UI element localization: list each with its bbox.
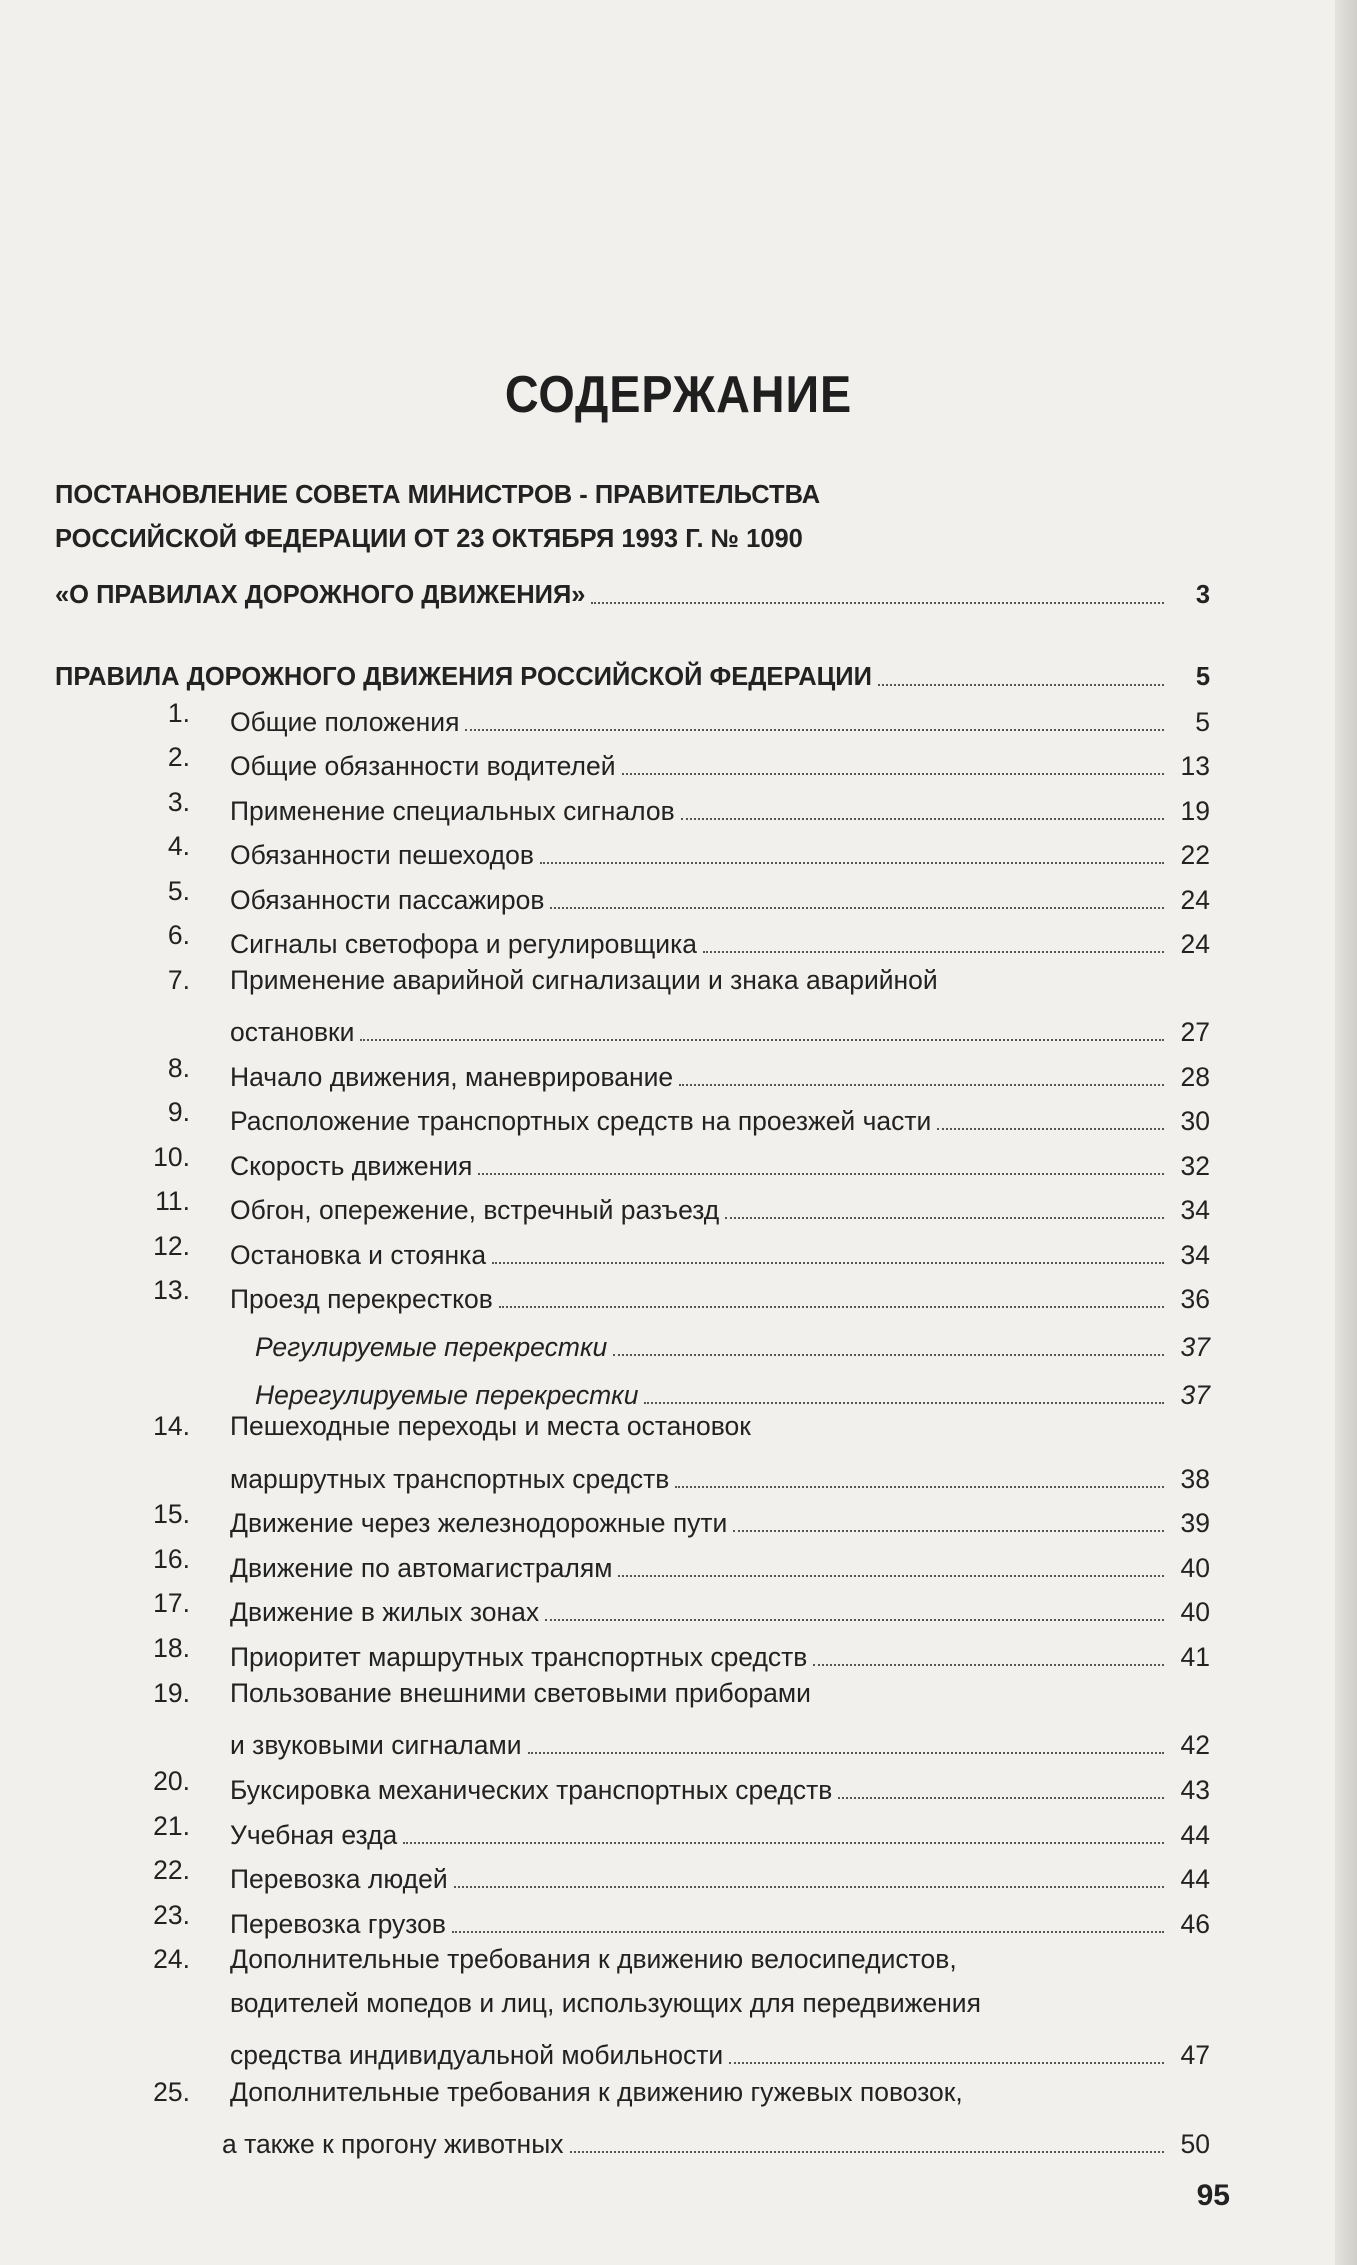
entry-title: Движение в жилых зонах [230, 1596, 540, 1627]
page-ref: 42 [1180, 1729, 1210, 1760]
page-ref: 40 [1180, 1552, 1210, 1583]
page-ref: 3 [1195, 580, 1210, 609]
entry-number: 5. [167, 876, 190, 906]
entry-title: Обгон, опережение, встречный разъезд [230, 1194, 720, 1225]
dot-leader [570, 2151, 1165, 2153]
page-ref: 40 [1180, 1596, 1210, 1627]
entry-title: Приоритет маршрутных транспортных средств [230, 1641, 808, 1672]
entry-number: 23. [153, 1900, 190, 1930]
dot-leader [729, 2062, 1164, 2064]
toc-entry[interactable] [230, 1763, 1210, 1803]
dot-leader [937, 1128, 1164, 1130]
dot-leader [550, 907, 1164, 909]
entry-title: Дополнительные требования к движению гужевых повозок, [230, 2077, 963, 2107]
dot-leader [725, 1217, 1164, 1219]
entry-title: Пешеходные переходы и места остановок [230, 1411, 751, 1441]
dot-leader [675, 1486, 1164, 1488]
entry-title: Учебная езда [230, 1819, 398, 1850]
toc-subentry[interactable] [255, 1368, 1210, 1408]
page-number: 95 [1196, 2179, 1230, 2212]
page-ref: 5 [1195, 662, 1210, 691]
dot-leader [540, 862, 1164, 864]
page-ref: 37 [1180, 1379, 1210, 1410]
dot-leader [618, 1575, 1164, 1577]
dot-leader [452, 1931, 1164, 1933]
toc-entry[interactable] [230, 1630, 1210, 1670]
dot-leader [838, 1797, 1164, 1799]
dot-leader [403, 1842, 1164, 1844]
page-ref: 27 [1180, 1016, 1210, 1047]
subentry-title: Регулируемые перекрестки [255, 1331, 608, 1362]
toc-subentry[interactable] [255, 1320, 1210, 1360]
toc-entry[interactable] [230, 695, 1210, 735]
dot-leader [644, 1402, 1164, 1404]
entry-title: Начало движения, маневрирование [230, 1061, 674, 1092]
page-ref: 44 [1180, 1863, 1210, 1894]
toc-entry[interactable] [230, 1808, 1210, 1848]
entry-title: Расположение транспортных средств на проезжей части [230, 1105, 932, 1136]
entry-title-continued: и звуковыми сигналами [230, 1729, 522, 1760]
entry-title: Буксировка механических транспортных средств [230, 1774, 833, 1805]
entry-number: 3. [167, 787, 190, 817]
entry-number: 6. [167, 920, 190, 950]
entry-number: 21. [153, 1811, 190, 1841]
toc-entry[interactable] [230, 1139, 1210, 1179]
toc-entry[interactable] [230, 1496, 1210, 1536]
dot-leader [478, 1173, 1164, 1175]
page-ref: 39 [1180, 1507, 1210, 1538]
toc-entry-rules[interactable] [55, 650, 1210, 690]
entry-number: 4. [167, 831, 190, 861]
dot-leader [360, 1039, 1164, 1041]
page-ref: 38 [1180, 1463, 1210, 1494]
toc-entry[interactable] [230, 739, 1210, 779]
dot-leader [681, 818, 1164, 820]
toc-entry-decree[interactable] [55, 568, 1210, 608]
entry-title: Сигналы светофора и регулировщика [230, 928, 698, 959]
entry-number: 12. [153, 1231, 190, 1261]
entry-number: 14. [153, 1411, 190, 1441]
page-ref: 28 [1180, 1061, 1210, 1092]
entry-number: 10. [153, 1142, 190, 1172]
entry-title: Дополнительные требования к движению велосипедистов, [230, 1944, 957, 1974]
entry-number: 7. [167, 965, 190, 995]
toc-entry[interactable] [230, 1183, 1210, 1223]
toc-entry[interactable] [230, 784, 1210, 824]
page-ref: 19 [1180, 795, 1210, 826]
dot-leader [528, 1752, 1164, 1754]
dot-leader [813, 1664, 1164, 1666]
toc-entry[interactable] [230, 1852, 1210, 1892]
page-ref: 24 [1180, 884, 1210, 915]
entry-title: Остановка и стоянка [230, 1239, 487, 1270]
page-ref: 34 [1180, 1239, 1210, 1270]
toc-entry[interactable] [230, 2028, 1210, 2068]
page-ref: 34 [1180, 1194, 1210, 1225]
toc-entry[interactable] [230, 1050, 1210, 1090]
dot-leader [591, 602, 1164, 604]
entry-number: 20. [153, 1766, 190, 1796]
entry-number: 17. [153, 1588, 190, 1618]
toc-entry[interactable] [230, 828, 1210, 868]
toc-entry[interactable] [230, 1718, 1210, 1758]
entry-number: 22. [153, 1855, 190, 1885]
entry-title: Движение по автомагистралям [230, 1552, 613, 1583]
toc-title: СОДЕРЖАНИЕ [504, 366, 853, 424]
dot-leader [492, 1262, 1164, 1264]
entry-number: 13. [153, 1275, 190, 1305]
entry-title-continued: средства индивидуальной мобильности [230, 2039, 724, 2070]
entry-title: Общие положения [230, 706, 460, 737]
entry-title: Общие обязанности водителей [230, 750, 616, 781]
page-ref: 22 [1180, 839, 1210, 870]
entry-number: 19. [153, 1678, 190, 1708]
page-ref: 47 [1180, 2039, 1210, 2070]
dot-leader [733, 1530, 1164, 1532]
page-ref: 41 [1180, 1641, 1210, 1672]
page-ref: 30 [1180, 1105, 1210, 1136]
entry-number: 1. [167, 698, 190, 728]
dot-leader [499, 1306, 1164, 1308]
entry-number: 15. [153, 1499, 190, 1529]
entry-number: 16. [153, 1544, 190, 1574]
dot-leader [613, 1354, 1164, 1356]
entry-title-continued: остановки [230, 1016, 355, 1047]
toc-entry[interactable] [230, 1272, 1210, 1312]
page-ref: 13 [1180, 750, 1210, 781]
entry-number: 25. [153, 2077, 190, 2107]
decree-heading-line-2: РОССИЙСКОЙ ФЕДЕРАЦИИ ОТ 23 ОКТЯБРЯ 1993 Г. № 1090 [55, 525, 803, 553]
page-ref: 44 [1180, 1819, 1210, 1850]
page-ref: 43 [1180, 1774, 1210, 1805]
decree-heading-line-1: ПОСТАНОВЛЕНИЕ СОВЕТА МИНИСТРОВ - ПРАВИТЕЛЬСТВА [55, 481, 821, 509]
page-ref: 32 [1180, 1150, 1210, 1181]
entry-title-continued: водителей мопедов и лиц, использующих для передвижения [230, 1988, 981, 2018]
entry-title: Применение аварийной сигнализации и знака аварийной [230, 965, 938, 995]
toc-entry[interactable] [230, 1094, 1210, 1134]
entry-number: 24. [153, 1944, 190, 1974]
toc-entry[interactable] [230, 1585, 1210, 1625]
entry-title: Перевозка людей [230, 1863, 448, 1894]
page-ref: 46 [1180, 1908, 1210, 1939]
page-ref: 5 [1195, 706, 1210, 737]
entry-title: Движение через железнодорожные пути [230, 1507, 728, 1538]
entry-number: 9. [167, 1097, 190, 1127]
entry-title: Обязанности пассажиров [230, 884, 545, 915]
entry-number: 18. [153, 1633, 190, 1663]
entry-title: Пользование внешними световыми приборами [230, 1678, 811, 1708]
rules-heading: ПРАВИЛА ДОРОЖНОГО ДВИЖЕНИЯ РОССИЙСКОЙ ФЕДЕРАЦИИ [55, 662, 872, 691]
dot-leader [878, 684, 1164, 686]
page-ref: 50 [1180, 2128, 1210, 2159]
toc-entry[interactable] [230, 1452, 1210, 1492]
entry-number: 2. [167, 742, 190, 772]
entry-title-continued: маршрутных транспортных средств [230, 1463, 670, 1494]
subentry-title: Нерегулируемые перекрестки [255, 1379, 639, 1410]
dot-leader [679, 1084, 1164, 1086]
dot-leader [545, 1619, 1164, 1621]
toc-entry[interactable] [222, 2117, 1210, 2157]
page-ref: 37 [1180, 1331, 1210, 1362]
entry-number: 11. [155, 1186, 190, 1216]
page-ref: 36 [1180, 1283, 1210, 1314]
entry-title: Проезд перекрестков [230, 1283, 493, 1314]
entry-title: Обязанности пешеходов [230, 839, 534, 870]
dot-leader [622, 773, 1164, 775]
toc-entry[interactable] [230, 1897, 1210, 1937]
dot-leader [465, 729, 1164, 731]
toc-entry[interactable] [230, 873, 1210, 913]
decree-heading-line-3: «О ПРАВИЛАХ ДОРОЖНОГО ДВИЖЕНИЯ» [55, 580, 586, 609]
dot-leader [703, 951, 1164, 953]
entry-title: Применение специальных сигналов [230, 795, 675, 826]
toc-entry[interactable] [230, 1228, 1210, 1268]
toc-entry[interactable] [230, 1005, 1210, 1045]
toc-entry[interactable] [230, 917, 1210, 957]
dot-leader [454, 1886, 1164, 1888]
entry-title: Перевозка грузов [230, 1908, 446, 1939]
entry-title-continued: а также к прогону животных [222, 2128, 564, 2159]
page-ref: 24 [1180, 928, 1210, 959]
entry-title: Скорость движения [230, 1150, 473, 1181]
entry-number: 8. [167, 1053, 190, 1083]
toc-entry[interactable] [230, 1541, 1210, 1581]
